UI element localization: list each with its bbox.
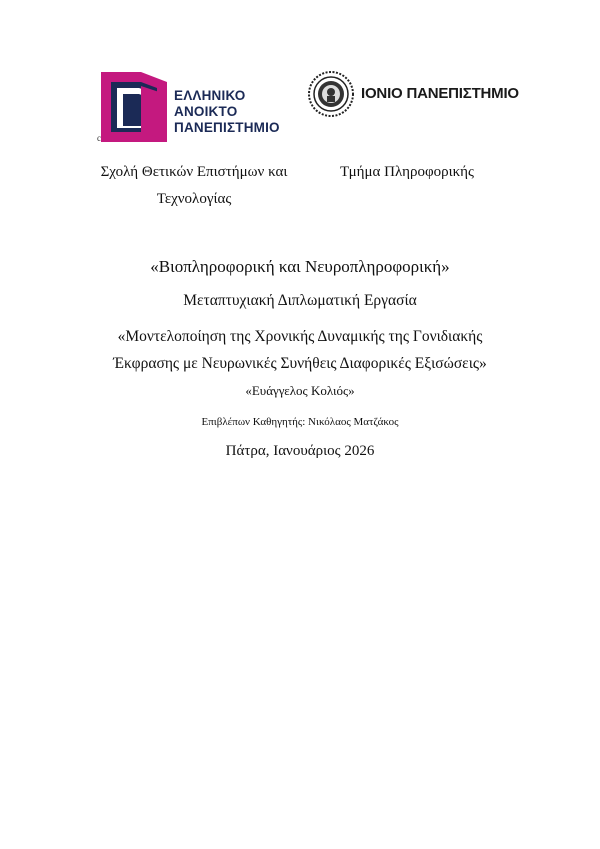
eap-logo-c-mark: c [97,133,101,143]
thesis-title [0,323,600,377]
ionio-logo [308,71,518,119]
school-name-line-1: Σχολή Θετικών Επιστήμων και [100,164,288,180]
author-name: «Ευάγγελος Κολιός» [245,383,355,398]
school-name [88,159,300,213]
school-name-line-2: Τεχνολογίας [156,191,232,207]
place-date: Πάτρα, Ιανουάριος 2026 [225,443,375,459]
thesis-title-line-2: Έκφρασης με Νευρωνικές Συνήθεις Διαφορικές Εξισώσεις» [113,355,487,372]
eap-logo-text [174,88,280,136]
supervisor-line: Επιβλέπων Καθηγητής: Νικόλαος Ματζάκος [201,416,399,428]
eap-logo [101,72,291,142]
eap-logo-line-1: ΕΛΛΗΝΙΚΟ [174,88,246,103]
eap-logo-line-3: ΠΑΝΕΠΙΣΤΗΜΙΟ [174,120,280,135]
ionio-logo-text: ΙΟΝΙΟ ΠΑΝΕΠΙΣΤΗΜΙΟ [361,85,519,102]
department-name: Τμήμα Πληροφορικής [340,164,474,180]
thesis-type: Μεταπτυχιακή Διπλωματική Εργασία [183,292,417,309]
thesis-title-line-1: «Μοντελοποίηση της Χρονικής Δυναμικής της Γονιδιακής [117,328,483,345]
ionio-seal-icon [308,71,354,117]
program-name: «Βιοπληροφορική και Νευροπληροφορική» [150,257,450,276]
eap-logo-line-2: ΑΝΟΙΚΤΟ [174,104,238,119]
eap-logo-mark [101,72,167,142]
